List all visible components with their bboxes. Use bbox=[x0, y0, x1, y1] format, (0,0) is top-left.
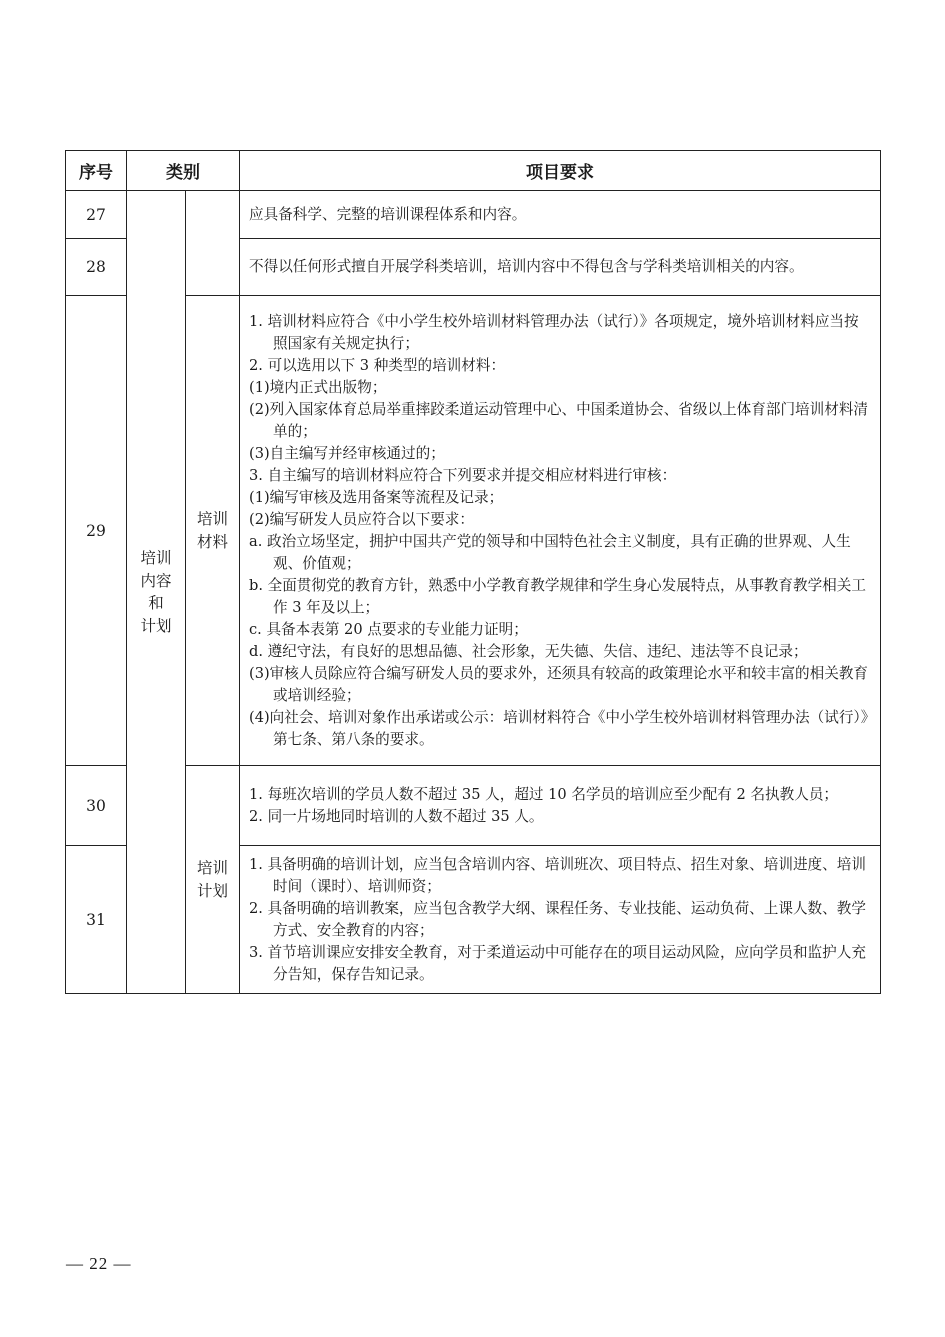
table-row bbox=[66, 191, 881, 239]
row-number: 27 bbox=[66, 191, 127, 239]
requirement-cell: 应具备科学、完整的培训课程体系和内容。 bbox=[240, 191, 881, 239]
row-number: 30 bbox=[66, 766, 127, 846]
requirement-cell: 1. 培训材料应符合《中小学生校外培训材料管理办法（试行）》各项规定，境外培训材料应当按照国家有关规定执行； 2. 可以选用以下 3 种类型的培训材料： (1)境内正式出版物； (2)列入国家体育总局举重摔跤柔道运动管理中心、中国柔道协会、省级以上体育部门培训材料清单的； (3)自主编写并经审核通过的； 3. 自主编写的培训材料应符合下列要求并提交相应材料进行审核： (1)编写审核及选用备案等流程及记录； (2)编写研发人员应符合以下要求： a. 政治立场坚定，拥护中国共产党的领导和中国特色社会主义制度，具有正确的世界观、人生观、价值观； b. 全面贯彻党的教育方针，熟悉中小学教育教学规律和学生身心发展特点，从事教育教学相关工作 3 年及以上； c. 具备本表第 20 点要求的专业能力证明； d. 遵纪守法，有良好的思想品德、社会形象，无失德、失信、违纪、违法等不良记录； (3)审核人员除应符合编写研发人员的要求外，还须具有较高的政策理论水平和较丰富的相关教育或培训经验； (4)向社会、培训对象作出承诺或公示：培训材料符合《中小学生校外培训材料管理办法（试行）》第七条、第八条的要求。 bbox=[240, 296, 881, 766]
row-number: 31 bbox=[66, 846, 127, 994]
row-number: 28 bbox=[66, 239, 127, 296]
header-requirement: 项目要求 bbox=[240, 151, 881, 191]
subcategory-empty bbox=[186, 191, 240, 296]
header-category: 类别 bbox=[127, 151, 240, 191]
requirements-table bbox=[65, 150, 881, 994]
page-number: — 22 — bbox=[66, 1254, 132, 1273]
subcategory-training-plan: 培训 计划 bbox=[186, 766, 240, 994]
requirement-cell: 1. 每班次培训的学员人数不超过 35 人，超过 10 名学员的培训应至少配有 2 名执教人员； 2. 同一片场地同时培训的人数不超过 35 人。 bbox=[240, 766, 881, 846]
table-row bbox=[66, 296, 881, 766]
requirement-cell: 1. 具备明确的培训计划，应当包含培训内容、培训班次、项目特点、招生对象、培训进度、培训时间（课时）、培训师资； 2. 具备明确的培训教案，应当包含教学大纲、课程任务、专业技能、运动负荷、上课人数、教学方式、安全教育的内容； 3. 首节培训课应安排安全教育，对于柔道运动中可能存在的项目运动风险，应向学员和监护人充分告知，保存告知记录。 bbox=[240, 846, 881, 994]
requirement-cell: 不得以任何形式擅自开展学科类培训，培训内容中不得包含与学科类培训相关的内容。 bbox=[240, 239, 881, 296]
row-number: 29 bbox=[66, 296, 127, 766]
table-row bbox=[66, 766, 881, 846]
header-row bbox=[66, 151, 881, 191]
subcategory-training-materials: 培训 材料 bbox=[186, 296, 240, 766]
header-index: 序号 bbox=[66, 151, 127, 191]
category-training-content-and-plan: 培训 内容 和 计划 bbox=[127, 191, 186, 994]
